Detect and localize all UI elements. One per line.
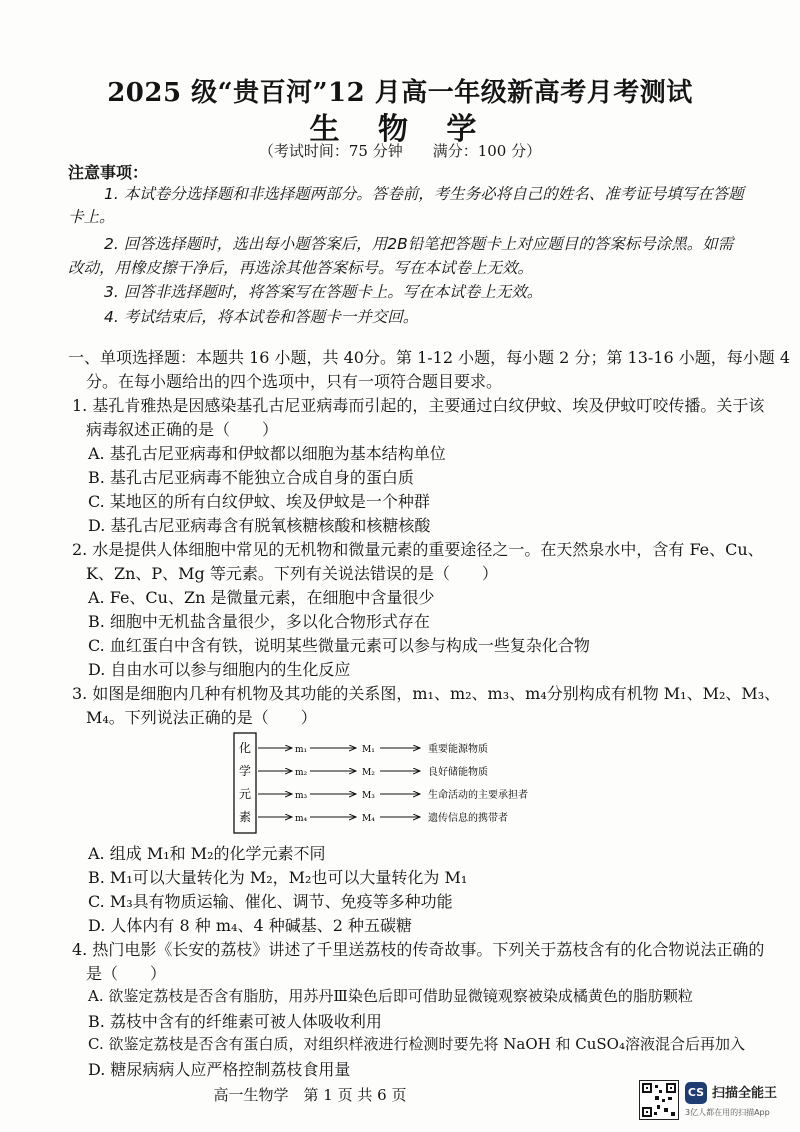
monomer-label: m₄ xyxy=(295,814,308,824)
question-1-option-d: D. 基孔古尼亚病毒含有脱氧核糖核酸和核糖核酸 xyxy=(88,516,431,535)
notice-line: 卡上。 xyxy=(68,208,115,226)
subject-title: 生 物 学 xyxy=(309,112,491,147)
camscanner-logo-icon: CS xyxy=(685,1082,707,1104)
notice-line: 2. 回答选择题时，选出每小题答案后，用2B铅笔把答题卡上对应题目的答案标号涂黑。如需 xyxy=(104,235,734,253)
section-heading-cont: 分。在每小题给出的四个选项中，只有一项符合题目要求。 xyxy=(86,372,503,391)
diagram-row-2 xyxy=(258,765,488,778)
notice-line: 1. 本试卷分选择题和非选择题两部分。答卷前，考生务必将自己的姓名、准考证号填写在答题 xyxy=(104,185,744,203)
question-4-stem: 4. 热门电影《长安的荔枝》讲述了千里送荔枝的传奇故事。下列关于荔枝含有的化合物说法正确的 xyxy=(72,940,765,959)
scanner-app-name: 扫描全能王 xyxy=(712,1086,778,1101)
question-1-stem-cont: 病毒叙述正确的是（ ） xyxy=(86,420,279,439)
box-char: 元 xyxy=(238,787,252,801)
monomer-label: m₃ xyxy=(295,791,308,801)
box-char: 素 xyxy=(238,810,252,824)
function-label: 良好储能物质 xyxy=(428,767,488,778)
diagram-row-4 xyxy=(258,811,508,824)
function-label: 生命活动的主要承担者 xyxy=(428,790,528,801)
question-4-option-a: A. 欲鉴定荔枝是否含有脂肪，用苏丹Ⅲ染色后即可借助显微镜观察被染成橘黄色的脂肪颗粒 xyxy=(88,987,693,1005)
scanner-tagline: 3亿人都在用的扫描App xyxy=(685,1108,770,1117)
question-4-option-c: C. 欲鉴定荔枝是否含有蛋白质，对组织样液进行检测时要先将 NaOH 和 CuSO₄溶液混合后再加入 xyxy=(88,1035,745,1053)
question-1-option-a: A. 基孔古尼亚病毒和伊蚊都以细胞为基本结构单位 xyxy=(88,444,446,463)
polymer-label: M₁ xyxy=(362,745,375,755)
diagram-row-1 xyxy=(258,742,488,755)
question-1-option-b: B. 基孔古尼亚病毒不能独立合成自身的蛋白质 xyxy=(88,468,414,487)
question-2-option-d: D. 自由水可以参与细胞内的生化反应 xyxy=(88,660,351,679)
question-2-option-c: C. 血红蛋白中含有铁，说明某些微量元素可以参与构成一些复杂化合物 xyxy=(88,636,590,655)
exam-info: （考试时间：75 分钟 满分：100 分） xyxy=(258,142,542,160)
function-label: 重要能源物质 xyxy=(428,744,488,755)
question-4-option-d: D. 糖尿病病人应严格控制荔枝食用量 xyxy=(88,1060,351,1079)
qr-code-icon xyxy=(639,1080,679,1120)
exam-title: 2025 级“贵百河”12 月高一年级新高考月考测试 xyxy=(107,78,693,108)
question-2-stem-cont: K、Zn、P、Mg 等元素。下列有关说法错误的是（ ） xyxy=(86,564,498,583)
box-char: 学 xyxy=(238,764,252,778)
notice-heading: 注意事项： xyxy=(68,163,149,182)
question-3-stem: 3. 如图是细胞内几种有机物及其功能的关系图，m₁、m₂、m₃、m₄分别构成有机物 M₁、M₂、M₃、 xyxy=(72,684,781,703)
question-2-option-a: A. Fe、Cu、Zn 是微量元素，在细胞中含量很少 xyxy=(88,588,435,607)
monomer-label: m₁ xyxy=(295,745,308,755)
polymer-label: M₂ xyxy=(362,768,375,778)
question-4-stem-cont: 是（ ） xyxy=(86,964,167,983)
function-label: 遗传信息的携带者 xyxy=(428,813,508,824)
monomer-label: m₂ xyxy=(295,768,308,778)
question-1-option-c: C. 某地区的所有白纹伊蚊、埃及伊蚊是一个种群 xyxy=(88,492,430,511)
polymer-label: M₄ xyxy=(362,814,375,824)
box-char: 化 xyxy=(238,741,252,755)
question-3-option-b: B. M₁可以大量转化为 M₂，M₂也可以大量转化为 M₁ xyxy=(88,868,468,887)
scanner-watermark xyxy=(639,1078,789,1122)
page-footer: 高一生物学 第 1 页 共 6 页 xyxy=(213,1086,407,1104)
organic-compound-diagram xyxy=(232,731,562,835)
question-3-option-d: D. 人体内有 8 种 m₄、4 种碱基、2 种五碳糖 xyxy=(88,916,412,935)
question-2-option-b: B. 细胞中无机盐含量很少，多以化合物形式存在 xyxy=(88,612,430,631)
question-4-option-b: B. 荔枝中含有的纤维素可被人体吸收利用 xyxy=(88,1012,382,1031)
diagram-row-3 xyxy=(258,788,528,801)
question-3-option-c: C. M₃具有物质运输、催化、调节、免疫等多种功能 xyxy=(88,892,453,911)
question-3-stem-cont: M₄。下列说法正确的是（ ） xyxy=(86,708,317,727)
notice-line: 3. 回答非选择题时，将答案写在答题卡上。写在本试卷上无效。 xyxy=(104,283,543,301)
notice-line: 改动，用橡皮擦干净后，再选涂其他答案标号。写在本试卷上无效。 xyxy=(68,259,534,277)
question-1-stem: 1. 基孔肯雅热是因感染基孔古尼亚病毒而引起的，主要通过白纹伊蚊、埃及伊蚊叮咬传播。关于该 xyxy=(72,396,765,415)
polymer-label: M₃ xyxy=(362,791,375,801)
notice-line: 4. 考试结束后，将本试卷和答题卡一并交回。 xyxy=(104,308,419,326)
section-heading: 一、单项选择题：本题共 16 小题，共 40分。第 1-12 小题，每小题 2 分；第 13-16 小题，每小题 4 xyxy=(68,348,791,367)
question-2-stem: 2. 水是提供人体细胞中常见的无机物和微量元素的重要途径之一。在天然泉水中，含有 Fe、Cu、 xyxy=(72,540,764,559)
question-3-option-a: A. 组成 M₁和 M₂的化学元素不同 xyxy=(88,844,326,863)
